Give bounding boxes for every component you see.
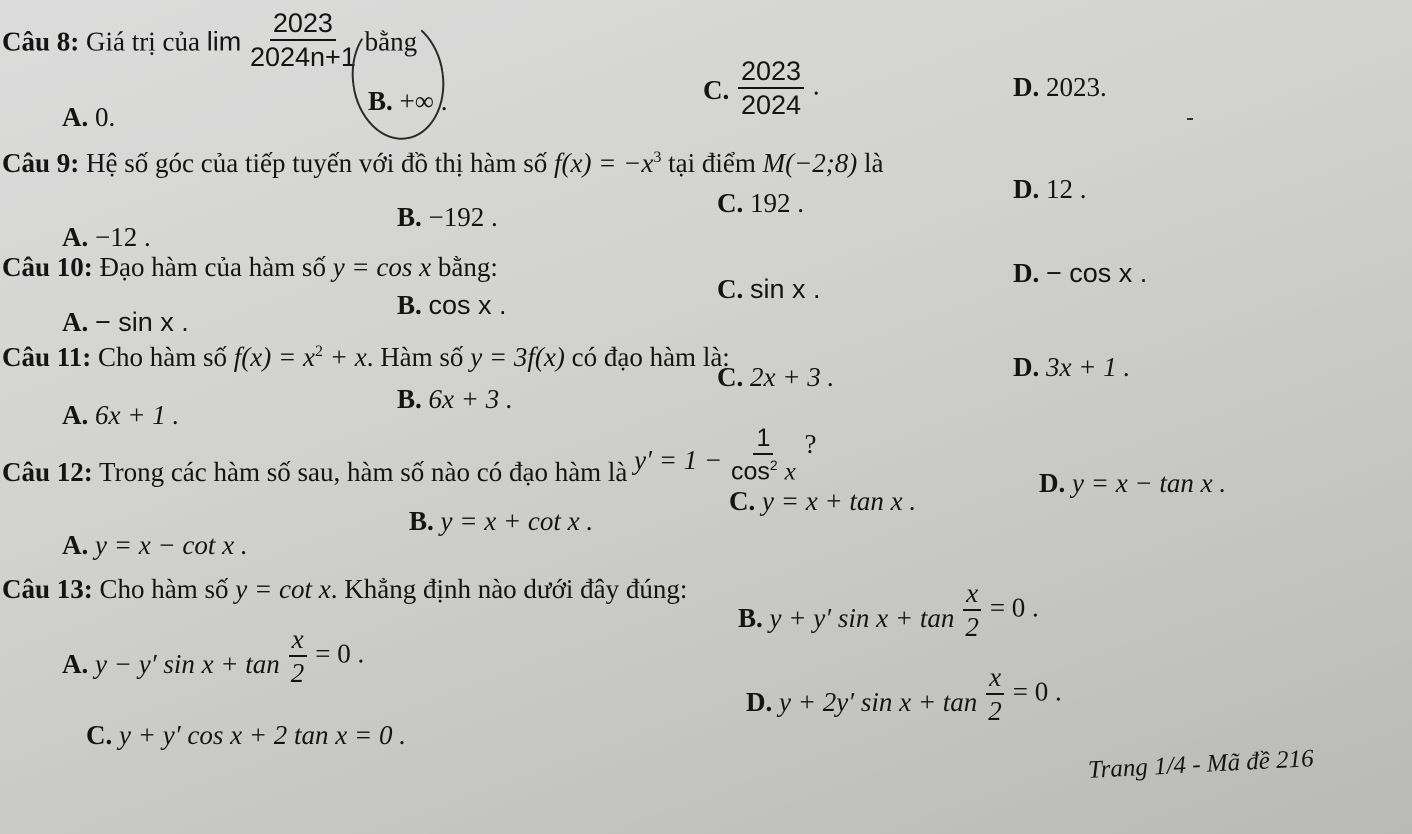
option-text: −12 . xyxy=(95,222,151,252)
option-d xyxy=(1013,74,1107,101)
question-label: Câu 12: xyxy=(2,457,93,488)
option-text: 12 . xyxy=(1046,174,1087,204)
function-expression: y = cot x xyxy=(235,574,331,604)
option-key: A. xyxy=(62,307,89,337)
function-expression: f(x) = x xyxy=(233,342,315,372)
option-d xyxy=(1013,176,1087,203)
option-a xyxy=(62,532,248,559)
option-tail: = 0 . xyxy=(1012,676,1062,707)
option-tail: = 0 . xyxy=(989,592,1039,623)
question-text: Trong các hàm số sau, hàm số nào có đạo hàm là xyxy=(99,457,628,488)
option-text: sin x . xyxy=(750,274,821,304)
option-text: 3x + 1 . xyxy=(1046,352,1131,382)
fraction-numerator: 1 xyxy=(753,426,773,455)
cos-text: cos xyxy=(731,457,770,486)
fraction-numerator: x xyxy=(986,664,1004,695)
option-key: B. xyxy=(397,202,422,232)
question-text-end: bằng: xyxy=(437,252,498,282)
question-text: Cho hàm số xyxy=(99,574,229,604)
point-expression: M(−2;8) xyxy=(762,148,858,178)
option-c xyxy=(717,276,821,303)
option-key: B. xyxy=(397,384,422,414)
option-key: D. xyxy=(1039,468,1066,498)
option-fraction xyxy=(986,664,1004,725)
derivative-fraction xyxy=(731,426,796,484)
option-d xyxy=(746,664,1062,725)
fraction-numerator: x xyxy=(289,626,307,657)
option-c xyxy=(717,364,834,391)
option-key: C. xyxy=(717,362,744,392)
option-key: C. xyxy=(729,486,756,516)
option-b xyxy=(409,508,593,535)
option-text: +∞ . xyxy=(399,86,448,116)
option-b xyxy=(397,204,498,231)
exponent: 2 xyxy=(314,343,323,360)
function-expression: y = cos x xyxy=(332,252,432,282)
option-b xyxy=(397,292,507,319)
exponent: 3 xyxy=(653,149,662,166)
fraction-denominator: 2 xyxy=(290,658,305,688)
option-text: y + y′ sin x + tan xyxy=(769,602,955,633)
function-expression-tail: + x xyxy=(329,342,367,372)
question-13 xyxy=(2,576,687,603)
limit-fraction xyxy=(250,10,356,71)
option-key: A. xyxy=(62,400,89,430)
question-9 xyxy=(2,150,884,177)
question-label: Câu 11: xyxy=(2,342,92,372)
question-11 xyxy=(2,344,730,371)
derivative-expression: y′ = 1 − xyxy=(634,445,723,476)
option-text: y = x − tan x . xyxy=(1072,468,1227,498)
option-tail: . xyxy=(812,70,820,101)
function-expression-2: y = 3f(x) xyxy=(470,342,565,372)
option-d xyxy=(1013,260,1147,287)
fraction-numerator: 2023 xyxy=(270,10,336,41)
option-key: C. xyxy=(703,74,730,105)
option-key: D. xyxy=(1013,72,1040,102)
option-text: 192 . xyxy=(750,188,804,218)
option-key: A. xyxy=(62,530,89,560)
question-12 xyxy=(2,424,817,488)
fraction-denominator: 2 xyxy=(988,696,1002,726)
question-text-end: có đạo hàm là: xyxy=(571,342,730,372)
option-b xyxy=(738,580,1039,641)
option-fraction xyxy=(963,580,981,641)
option-key: C. xyxy=(86,720,113,750)
option-text: − sin x . xyxy=(95,307,189,337)
option-key: A. xyxy=(62,222,89,252)
option-text: 6x + 1 . xyxy=(95,400,180,430)
question-mark: ? xyxy=(804,429,817,460)
option-text: −192 . xyxy=(428,202,498,232)
option-text: y = x + tan x . xyxy=(762,486,917,516)
option-key: C. xyxy=(717,274,744,304)
option-text: cos x . xyxy=(428,290,507,320)
option-d xyxy=(1039,470,1226,497)
question-text: Giá trị của xyxy=(86,26,200,57)
fraction-numerator: 2023 xyxy=(738,58,804,89)
fraction-numerator: x xyxy=(963,580,981,611)
option-tail: = 0 . xyxy=(315,638,365,669)
option-text: 0. xyxy=(95,102,116,132)
option-text: 2x + 3 . xyxy=(750,362,835,392)
option-a xyxy=(62,402,179,429)
pen-mark xyxy=(1187,118,1193,120)
option-key: A. xyxy=(62,648,89,679)
question-text-mid: tại điểm xyxy=(668,148,756,178)
option-text: 6x + 3 . xyxy=(428,384,513,414)
question-text: Hệ số góc của tiếp tuyến với đồ thị hàm số xyxy=(86,148,548,178)
question-label: Câu 10: xyxy=(2,252,93,282)
lim-symbol: lim xyxy=(206,26,242,57)
question-label: Câu 8: xyxy=(2,26,80,57)
fraction-denominator: 2 xyxy=(965,612,979,642)
question-text-end: là xyxy=(864,148,884,178)
option-a xyxy=(62,224,151,251)
option-c xyxy=(717,190,804,217)
option-c xyxy=(703,58,820,119)
question-label: Câu 9: xyxy=(2,148,80,178)
option-a xyxy=(62,626,364,687)
option-text: y − y′ sin x + tan xyxy=(95,648,280,679)
option-fraction xyxy=(738,58,804,119)
option-text: − cos x . xyxy=(1046,258,1148,288)
option-key: C. xyxy=(717,188,744,218)
variable: x xyxy=(784,458,796,486)
option-key: D. xyxy=(1013,174,1040,204)
option-text: y = x − cot x . xyxy=(95,530,248,560)
question-text: Cho hàm số xyxy=(98,342,228,372)
option-c xyxy=(729,488,916,515)
fraction-denominator: 2024n+1 xyxy=(249,42,356,72)
option-key: B. xyxy=(368,86,393,116)
option-text: y = x + cot x . xyxy=(440,506,594,536)
question-text-end: bằng xyxy=(364,26,418,57)
option-key: D. xyxy=(746,686,773,717)
fraction-denominator xyxy=(731,455,796,484)
option-key: A. xyxy=(62,102,89,132)
function-expression: f(x) = −x xyxy=(553,148,654,178)
question-10 xyxy=(2,254,498,281)
page-footer: Trang 1/4 - Mã đề 216 xyxy=(1087,745,1315,784)
option-text: 2023. xyxy=(1046,72,1107,102)
question-label: Câu 13: xyxy=(2,574,93,604)
option-b xyxy=(368,88,448,115)
question-text-mid: . Hàm số xyxy=(366,342,464,372)
option-b xyxy=(397,386,513,413)
option-text: y + y′ cos x + 2 tan x = 0 . xyxy=(119,720,406,750)
exponent: 2 xyxy=(769,457,778,473)
option-fraction xyxy=(289,626,307,687)
option-c xyxy=(86,722,406,749)
option-key: B. xyxy=(409,506,434,536)
fraction-denominator: 2024 xyxy=(741,90,802,120)
option-text: y + 2y′ sin x + tan xyxy=(779,686,978,717)
option-d xyxy=(1013,354,1130,381)
option-key: B. xyxy=(397,290,422,320)
option-a xyxy=(62,309,189,336)
option-key: D. xyxy=(1013,258,1040,288)
option-key: B. xyxy=(738,602,763,633)
question-text: Đạo hàm của hàm số xyxy=(99,252,326,282)
option-a xyxy=(62,104,115,131)
question-text-end: . Khẳng định nào dưới đây đúng: xyxy=(330,574,688,604)
option-key: D. xyxy=(1013,352,1040,382)
